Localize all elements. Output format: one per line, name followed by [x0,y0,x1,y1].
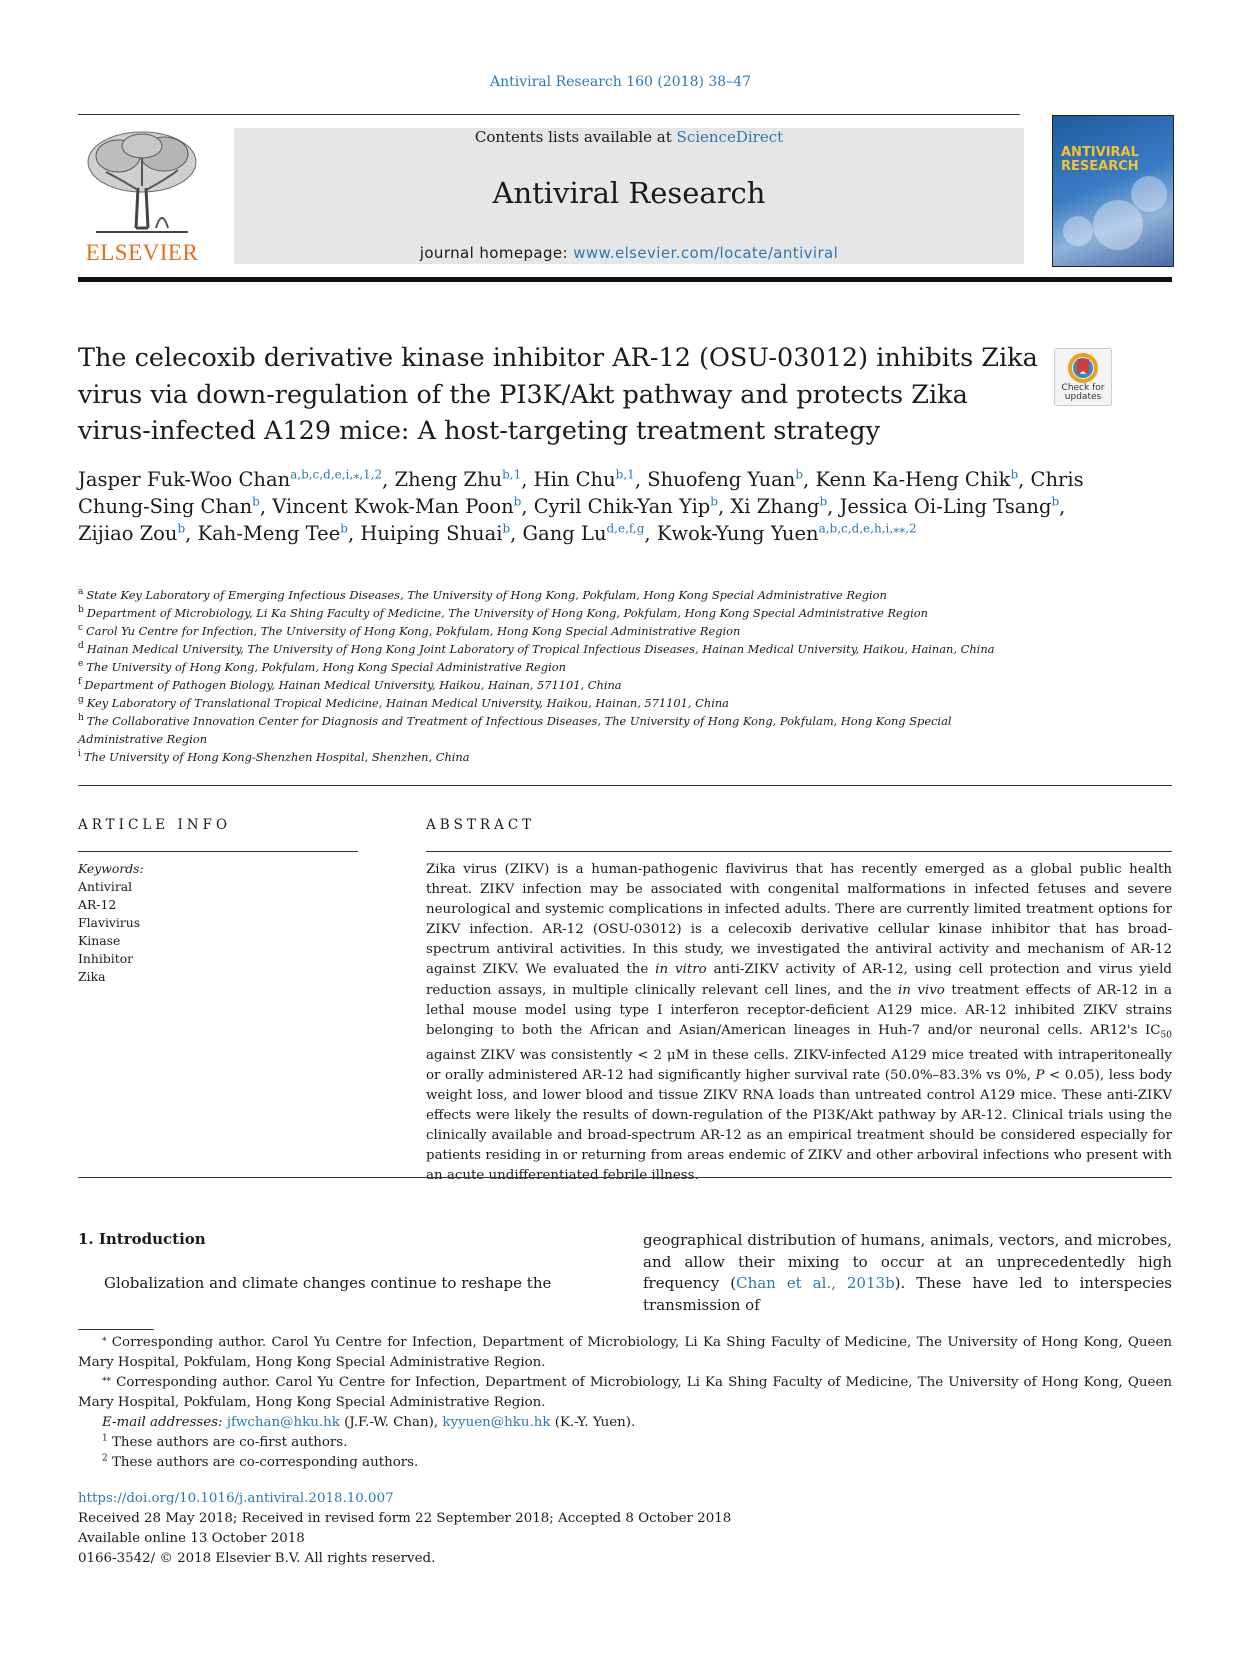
affiliation-key: e [78,659,84,670]
article-info-heading: ARTICLE INFO [78,817,232,833]
journal-reference-link[interactable]: Antiviral Research 160 (2018) 38–47 [489,74,752,90]
copyright-line: 0166-3542/ © 2018 Elsevier B.V. All rights reserved. [78,1551,436,1566]
author-affiliation-marks[interactable]: b [819,494,828,509]
affiliation-item [78,694,1038,712]
author-affiliation-marks[interactable]: d,e,f,g [606,521,645,536]
author-name: Kenn Ka-Heng Chik [815,468,1011,491]
affiliation-text: State Key Laboratory of Emerging Infectious Diseases, The University of Hong Kong, Pokfulam, Hong Kong Special Administrative Region [86,588,887,602]
cover-decoration [1093,200,1143,250]
author-name: Gang Lu [522,522,607,545]
header-top-rule [78,114,1020,115]
keywords-block [78,860,358,986]
author-separator: , [827,495,840,518]
affiliation-text: Department of Microbiology, Li Ka Shing Faculty of Medicine, The University of Hong Kong, Pokfulam, Hong Kong Special Administrative Region [86,606,928,620]
check-for-updates-icon [1068,353,1098,383]
footnote-corresponding-1: ⁎ Corresponding author. Carol Yu Centre for Infection, Department of Microbiology, Li Ka Shing Faculty of Medicine, The University of Hong Kong, Queen Mary Hospital, Pokfulam, Hong Kong Special Administrative Region. [78,1333,1172,1370]
affiliation-item [78,712,1038,748]
contents-available-line: Contents lists available at ScienceDirect [474,128,784,146]
introduction-left-column: Globalization and climate changes continue to reshape the [104,1274,552,1292]
author-list [78,466,1098,547]
footnote-corresponding-2: ⁎⁎ Corresponding author. Carol Yu Centre for Infection, Department of Microbiology, Li Ka Shing Faculty of Medicine, The University of Hong Kong, Queen Mary Hospital, Pokfulam, Hong Kong Special Administrative Region. [78,1373,1172,1410]
author-name: Huiping Shuai [360,522,503,545]
author-separator: , [803,468,816,491]
author-affiliation-marks[interactable]: b [795,467,804,482]
citation-link[interactable]: Chan et al., 2013b [736,1274,895,1292]
author-separator: , [634,468,648,491]
author-separator: , [259,495,273,518]
header-bottom-rule [78,277,1172,282]
affiliation-text: Key Laboratory of Translational Tropical Medicine, Hainan Medical University, Haikou, Hainan, 571101, China [86,696,729,710]
affiliation-item [78,604,1038,622]
journal-name: Antiviral Research [492,176,766,210]
affiliation-text: The University of Hong Kong, Pokfulam, Hong Kong Special Administrative Region [86,660,566,674]
author-affiliation-marks[interactable]: b,1 [502,467,522,482]
author-name: Zheng Zhu [394,468,503,491]
author-name: Chris Chung-Sing Chan [78,468,1084,518]
footnote-co-corresponding: $^2$ These authors are co-corresponding authors. [102,1453,419,1470]
author-separator: , [521,468,534,491]
affiliation-item [78,676,1038,694]
affiliation-item [78,748,1038,766]
affiliation-text: Carol Yu Centre for Infection, The University of Hong Kong, Pokfulam, Hong Kong Special Administrative Region [86,624,741,638]
affiliation-text: Hainan Medical University, The University of Hong Kong Joint Laboratory of Tropical Infectious Diseases, Hainan Medical University, Haikou, Hainan, China [86,642,995,656]
article-info-rule [78,851,358,852]
affiliation-text: The Collaborative Innovation Center for Diagnosis and Treatment of Infectious Diseases, The University of Hong Kong, Pokfulam, Hong Kong Special Administrative Region [78,714,952,746]
email-link-yuen[interactable]: kyyuen@hku.hk [442,1415,551,1430]
check-for-updates-label: Check for updates [1061,383,1105,402]
keyword-item: Kinase [78,933,121,948]
check-for-updates-button[interactable] [1054,348,1112,406]
article-title: The celecoxib derivative kinase inhibitor AR-12 (OSU-03012) inhibits Zika virus via down-regulation of the PI3K/Akt pathway and protects Zika virus-infected A129 mice: A host-targeting treatment strategy [78,343,1038,446]
author-name: Kwok-Yung Yuen [656,522,819,545]
footnote-rule [78,1329,154,1330]
author-name: Jasper Fuk-Woo Chan [78,468,291,491]
affiliation-key: c [78,623,84,634]
author-separator: , [347,522,361,545]
keywords-list [78,878,358,986]
author-separator: , [717,495,731,518]
journal-cover-thumbnail[interactable] [1052,115,1174,267]
email-link-chan[interactable]: jfwchan@hku.hk [226,1415,340,1430]
affiliation-key: a [78,587,84,598]
abstract-heading: ABSTRACT [426,817,536,833]
author-affiliation-marks[interactable]: b [340,521,348,536]
journal-homepage-link[interactable]: www.elsevier.com/locate/antiviral [573,244,839,262]
footnotes [78,1333,1172,1473]
author-name: Shuofeng Yuan [647,468,796,491]
author-affiliation-marks[interactable]: a,b,c,d,e,i,⁎,1,2 [290,467,383,482]
cover-title: ANTIVIRAL RESEARCH [1061,145,1139,174]
author-affiliation-marks[interactable]: b [710,494,718,509]
affiliation-text: The University of Hong Kong-Shenzhen Hospital, Shenzhen, China [83,750,470,764]
author-name: Cyril Chik-Yan Yip [533,495,711,518]
keyword-item: Zika [78,969,106,984]
publisher-wordmark: ELSEVIER [85,240,199,265]
keywords-label: Keywords: [78,861,144,876]
affiliation-list [78,586,1038,766]
received-dates: Received 28 May 2018; Received in revised form 22 September 2018; Accepted 8 October 2018 [78,1511,732,1526]
introduction-heading: 1. Introduction [78,1230,206,1248]
author-name: Vincent Kwok-Man Poon [272,495,514,518]
author-name: Kah-Meng Tee [197,522,341,545]
author-affiliation-marks[interactable]: b [252,494,260,509]
affiliation-key: i [78,749,81,760]
keyword-item: Antiviral [78,879,133,894]
author-separator: , [185,522,198,545]
footnote-co-first: $^1$ These authors are co-first authors. [102,1433,348,1450]
author-name: Zijiao Zou [78,522,178,545]
affiliation-key: f [78,677,82,688]
author-affiliation-marks[interactable]: a,b,c,d,e,h,i,⁎⁎,2 [818,521,917,536]
section-rule [78,785,1172,786]
affiliation-key: b [78,605,84,616]
author-separator: , [1018,468,1031,491]
author-separator: , [521,495,534,518]
affiliation-text: Department of Pathogen Biology, Hainan Medical University, Haikou, Hainan, 571101, China [84,678,622,692]
author-name: Xi Zhang [730,495,820,518]
keyword-item: AR-12 [78,897,117,912]
affiliation-item [78,586,1038,604]
author-affiliation-marks[interactable]: b [502,521,511,536]
affiliation-key: g [78,695,84,706]
introduction-right-column: geographical distribution of humans, animals, vectors, and microbes, and allow their mixing to occur at an unprecedentedly high frequency (Chan et al., 2013b). These have led to interspecies transmission of [643,1231,1172,1314]
author-affiliation-marks[interactable]: b [513,494,522,509]
author-affiliation-marks[interactable]: b [177,521,186,536]
author-separator: , [644,522,657,545]
author-separator: , [382,468,395,491]
online-date: Available online 13 October 2018 [78,1531,305,1546]
sciencedirect-link[interactable]: ScienceDirect [676,128,784,146]
author-affiliation-marks[interactable]: b [1010,467,1019,482]
cover-decoration [1063,216,1093,246]
author-separator: , [510,522,523,545]
doi-link[interactable]: https://doi.org/10.1016/j.antiviral.2018.10.007 [78,1491,394,1506]
affiliation-item [78,640,1038,658]
author-affiliation-marks[interactable]: b,1 [615,467,635,482]
article-meta [78,1489,1172,1569]
author-name: Hin Chu [533,468,616,491]
affiliation-key: h [78,713,84,724]
abstract-rule [426,851,1172,852]
journal-homepage-line: journal homepage: www.elsevier.com/locate/antiviral [419,244,839,262]
affiliation-item [78,622,1038,640]
abstract-bottom-rule [78,1177,1172,1178]
author-separator: , [1059,495,1066,518]
keyword-item: Inhibitor [78,951,134,966]
author-affiliation-marks[interactable]: b [1051,494,1060,509]
author-name: Jessica Oi-Ling Tsang [839,495,1052,518]
footnote-emails: E-mail addresses: jfwchan@hku.hk (J.F.-W. Chan), kyyuen@hku.hk (K.-Y. Yuen). [102,1415,636,1430]
abstract-text: Zika virus (ZIKV) is a human-pathogenic flavivirus that has recently emerged as a global public health threat. ZIKV infection may be associated with congenital malformations in infected fetuses and severe neurological and systemic complications in infected adults. There are currently limited treatment options for ZIKV infection. AR-12 (OSU-03012) is a celecoxib derivative cellular kinase inhibitor that has broad-spectrum antiviral activities. In this study, we investigated the antiviral activity and mechanism of AR-12 against ZIKV. We evaluated the in vitro anti-ZIKV activity of AR-12, using cell protection and virus yield reduction assays, in multiple clinically relevant cell lines, and the in vivo treatment effects of AR-12 in a lethal mouse model using type I interferon receptor-deficient A129 mice. AR-12 inhibited ZIKV strains belonging to both the African and Asian/American lineages in Huh-7 and/or neuronal cells. AR12's $IC_{50}$ against ZIKV was consistently < 2 μM in these cells. ZIKV-infected A129 mice treated with intraperitoneally or orally administered AR-12 had significantly higher survival rate (50.0%–83.3% vs 0%, P < 0.05), less body weight loss, and lower blood and tissue ZIKV RNA loads than untreated control A129 mice. These anti-ZIKV effects were likely the results of down-regulation of the PI3K/Akt pathway by AR-12. Clinical trials using the clinically available and broad-spectrum AR-12 as an empirical treatment should be considered especially for patients residing in or returning from areas endemic of ZIKV and other arboviral infections who present with an acute undifferentiated febrile illness. [426,862,1172,1184]
keyword-item: Flavivirus [78,915,141,930]
affiliation-item [78,658,1038,676]
cover-decoration [1131,176,1167,212]
affiliation-key: d [78,641,84,652]
